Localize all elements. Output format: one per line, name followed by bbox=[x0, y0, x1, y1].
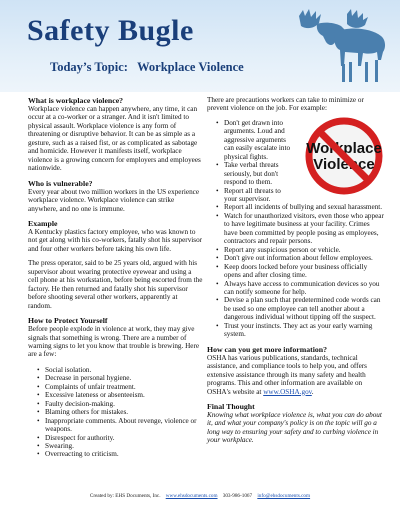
what-text: Workplace violence can happen anywhere, any time, it can occur at a co-worker or a stranger. And it isn't limited to physical assault. Workplace violence is any form of threatening or disruptive behavior. It can be as simple as a gesture, such as a raised fist, or as complicated as sabotage and homicide. However it manifests itself, workplace violence is a growing concern for employers and employees nationwide. bbox=[28, 105, 201, 173]
who-heading: Who is vulnerable? bbox=[28, 178, 93, 188]
info-body: OSHA has various publications, standards, technical assistance, and compliance tools to help you, and offers extensive assistance through its many safety and health programs. This and other information are available on OSHA's website at bbox=[207, 353, 367, 396]
moose-logo-icon bbox=[289, 6, 391, 86]
example-heading: Example bbox=[28, 218, 58, 228]
list-item: • Excessive lateness or absenteeism. bbox=[28, 391, 203, 399]
list-item: • Trust your instincts. They act as your early warning system. bbox=[207, 322, 384, 339]
protect-text: Before people explode in violence at work, they may give signals that something is wrong. There are a number of warning signs to let you know that trouble is brewing. Here are a few: bbox=[28, 325, 200, 359]
list-item: • Blaming others for mistakes. bbox=[28, 408, 203, 416]
list-item: • Report all incidents of bullying and sexual harassment. bbox=[207, 203, 384, 211]
topic-line bbox=[50, 60, 244, 75]
newsletter-title: Safety Bugle bbox=[27, 14, 194, 47]
sign-word-2: Violence bbox=[313, 156, 375, 173]
warning-signs-list bbox=[28, 366, 203, 459]
list-item: • Take verbal threats seriously, but don't respond to them. bbox=[207, 161, 295, 186]
info-heading: How can you get more information? bbox=[207, 344, 328, 354]
info-end: . bbox=[311, 387, 314, 396]
list-item: • Don't get drawn into arguments. Loud and aggressive arguments can easily escalate into physical fights. bbox=[207, 119, 295, 161]
list-item: • Devise a plan such that predetermined code words can be used so one employee can tell another about a dangerous individual without tipping off the suspect. bbox=[207, 296, 384, 321]
list-item: • Social isolation. bbox=[28, 366, 203, 374]
list-item: • Complaints of unfair treatment. bbox=[28, 383, 203, 391]
precautions-intro: There are precautions workers can take to minimize or prevent violence on the job. For example: bbox=[207, 96, 364, 113]
list-item: • Faulty decision-making. bbox=[28, 400, 203, 408]
list-item: • Inappropriate comments. About revenge, violence or weapons. bbox=[28, 417, 203, 434]
topic-label: Today’s Topic: bbox=[50, 60, 128, 74]
topic-name: Workplace Violence bbox=[137, 60, 244, 74]
footer-phone: 303-986-1067 bbox=[222, 493, 253, 499]
list-item: • Report all threats to your supervisor. bbox=[207, 187, 295, 204]
list-item: • Decrease in personal hygiene. bbox=[28, 374, 203, 382]
list-item: • Swearing. bbox=[28, 442, 203, 450]
list-item: • Report any suspicious person or vehicle. bbox=[207, 246, 384, 254]
list-item: • Don't give out information about fellow employees. bbox=[207, 254, 384, 262]
header-banner bbox=[0, 0, 400, 92]
info-text bbox=[207, 354, 384, 396]
list-item: • Always have access to communication devices so you can notify someone for help. bbox=[207, 280, 384, 297]
footer-website-link[interactable]: www.ehsdocuments.com bbox=[165, 493, 218, 499]
example-text-2: The press operator, said to be 25 years old, argued with his supervisor about wearing protective eyewear and using a cell phone at his workstation, before being escorted from the factory. He then returned and fatally shot his supervisor before shooting several other workers, apparently at random. bbox=[28, 259, 203, 310]
final-text: Knowing what workplace violence is, what you can do about it, and what your company's policy is on the topic will go a long way to ensuring your safety and to curbing violence in your workplace. bbox=[207, 410, 382, 445]
final-heading: Final Thought bbox=[207, 401, 255, 411]
example-text-1: A Kentucky plastics factory employee, who was known to not get along with his co-workers, fatally shot his supervisor and four other workers before taking his own life. bbox=[28, 227, 203, 253]
osha-link[interactable]: www.OSHA.gov bbox=[263, 387, 312, 396]
list-item: • Overreacting to criticism. bbox=[28, 450, 203, 458]
list-item: • Keep doors locked before your business officially opens and after closing time. bbox=[207, 263, 384, 280]
precautions-list bbox=[207, 203, 384, 338]
footer-email-link[interactable]: info@ehsdocuments.com bbox=[257, 493, 311, 499]
sign-word-1: Workplace bbox=[306, 140, 382, 157]
what-heading: What is workplace violence? bbox=[28, 96, 124, 105]
right-column bbox=[207, 96, 384, 445]
footer-credit: Created by: EHS Documents, Inc. bbox=[89, 493, 161, 499]
who-text: Every year about two million workers in the US experience workplace violence. Workplace violence can strike anywhere, and no one is immune. bbox=[28, 187, 200, 213]
list-item: • Watch for unauthorized visitors, even those who appear to have legitimate business at your facility. Crimes have been committed by people posing as employees, contractors and repair persons. bbox=[207, 212, 384, 246]
left-column bbox=[28, 96, 203, 459]
protect-heading: How to Protect Yourself bbox=[28, 316, 108, 326]
no-violence-sign-icon bbox=[304, 116, 384, 196]
list-item: • Disrespect for authority. bbox=[28, 434, 203, 442]
footer bbox=[0, 493, 400, 499]
